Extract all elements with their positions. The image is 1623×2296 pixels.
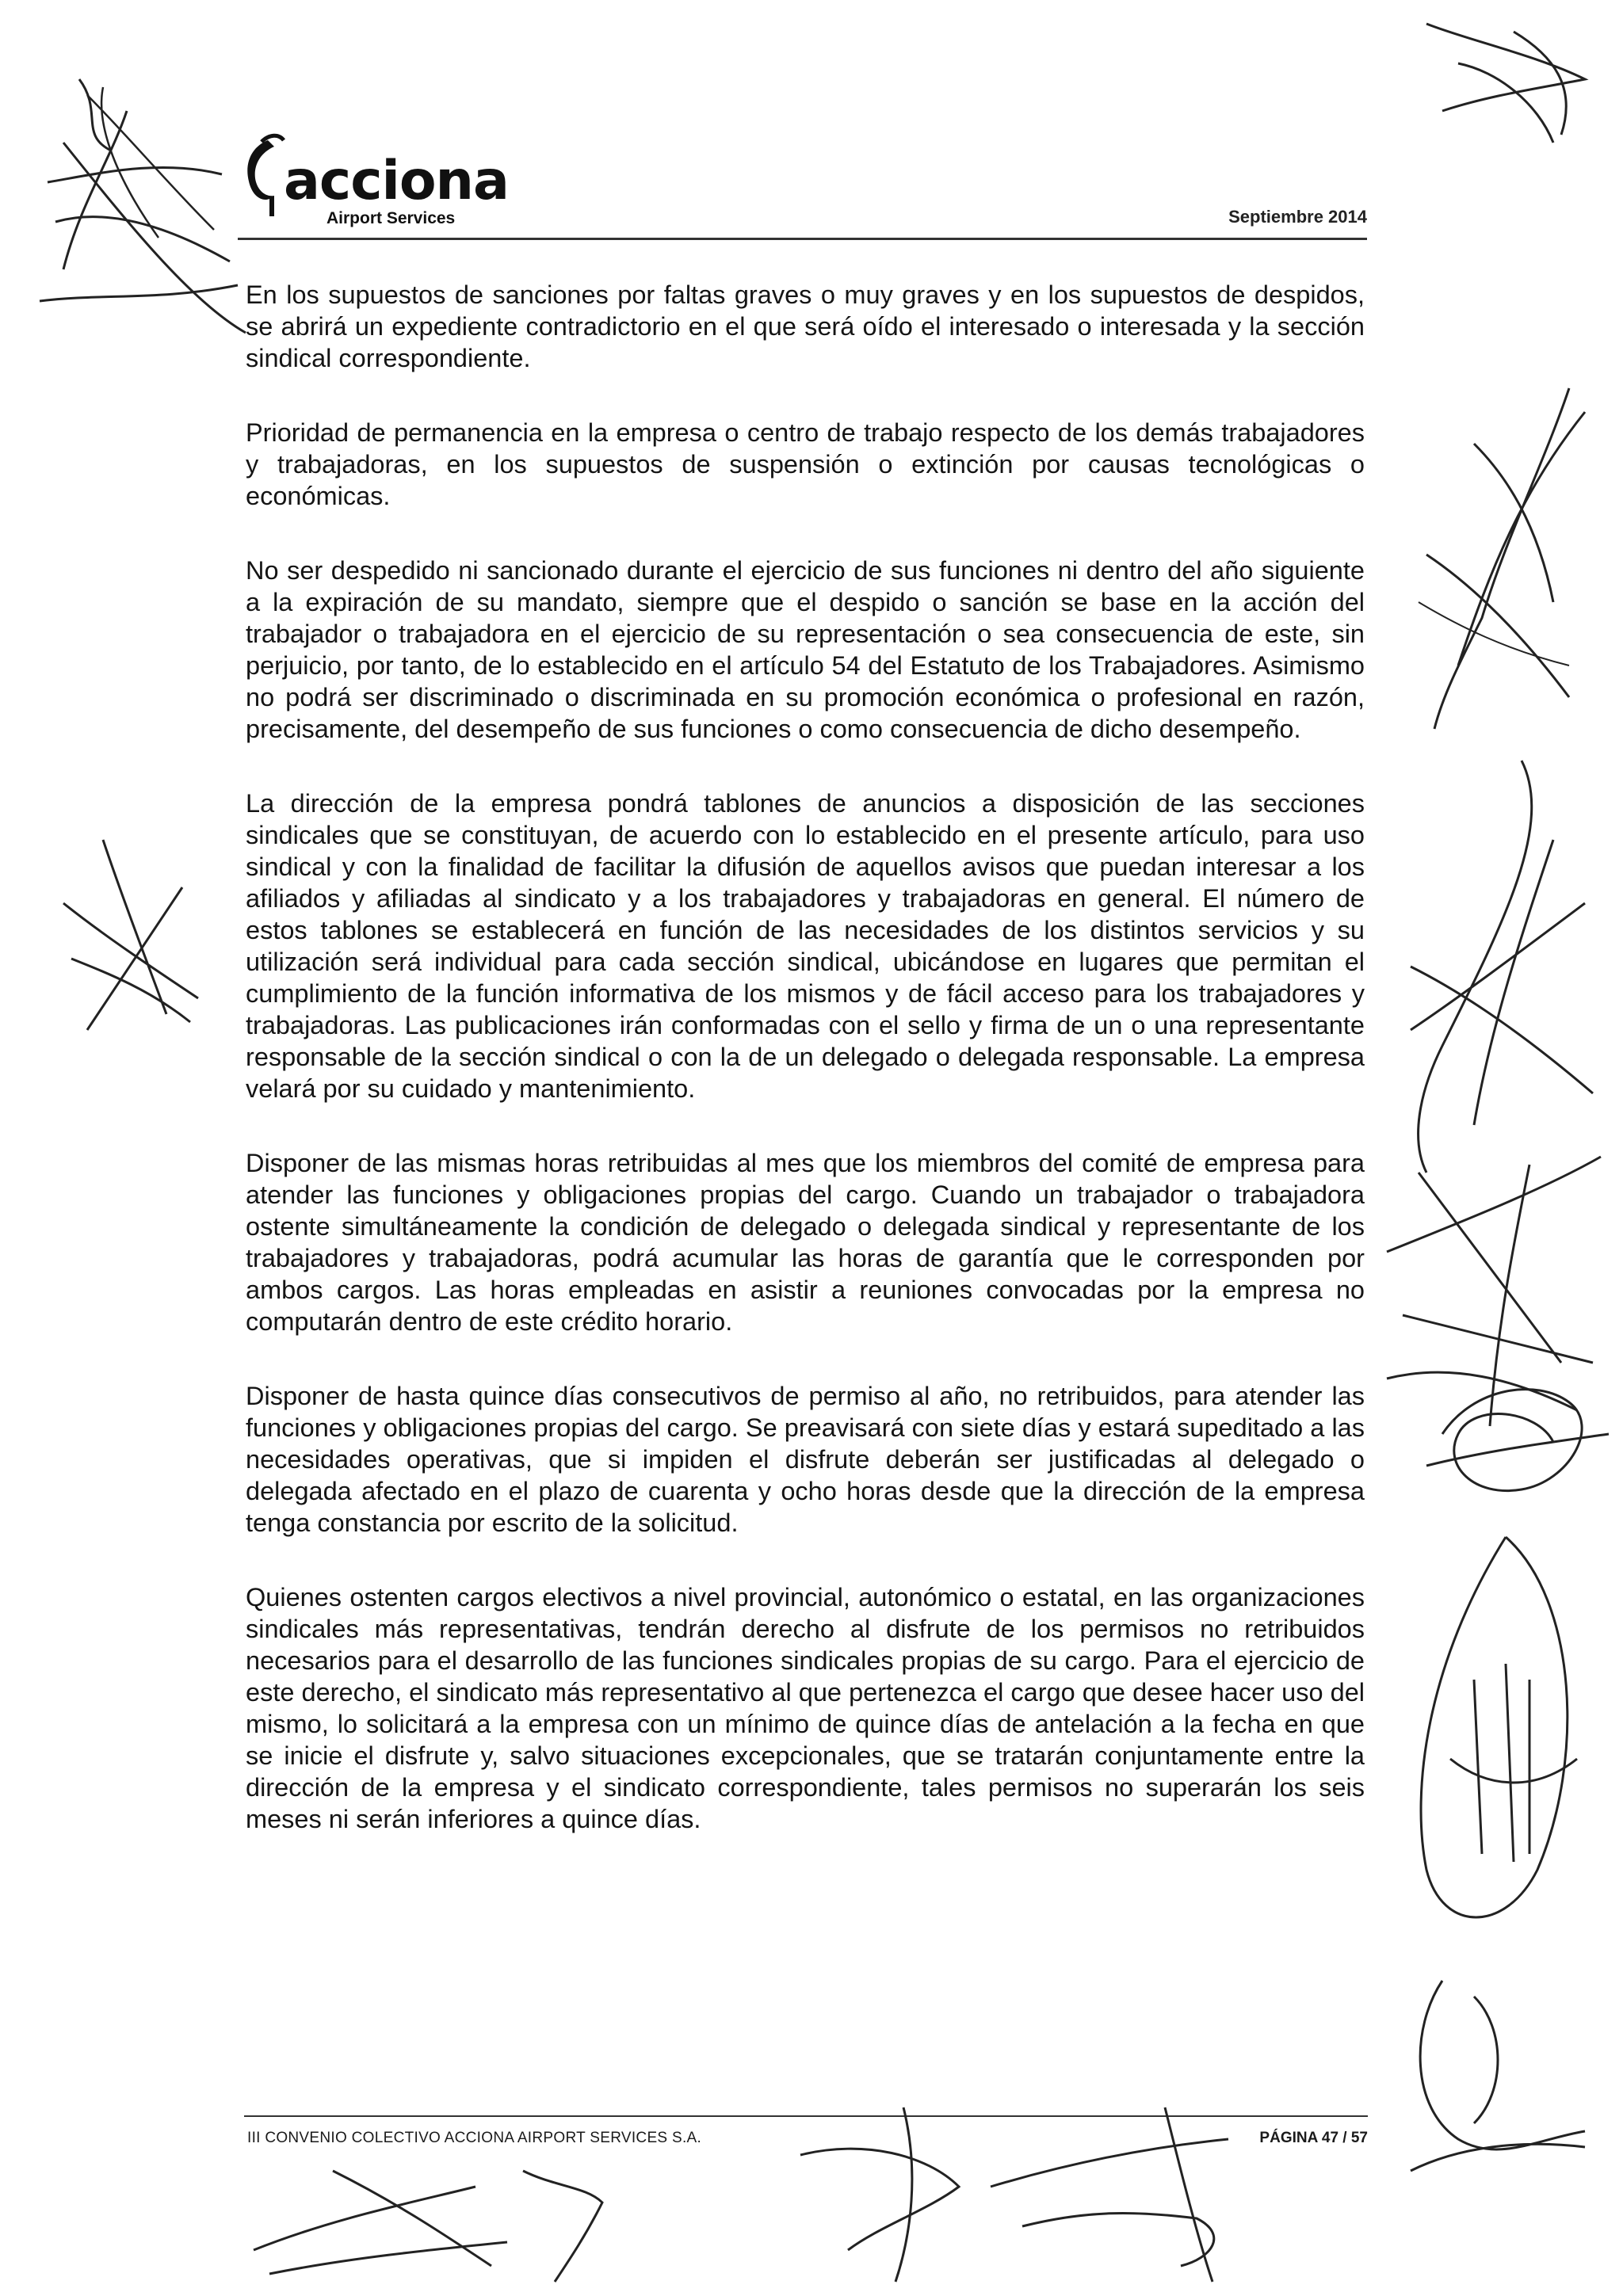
signature-top-left <box>32 63 269 412</box>
header-divider <box>238 238 1367 240</box>
company-name: acciona <box>284 150 509 212</box>
paragraph: En los supuestos de sanciones por faltas graves o muy graves y en los supuestos de despidos, se abrirá un expediente contradictorio en el que será oído el interesado o interesada y la sección sindical correspondiente. <box>246 280 1365 372</box>
paragraph: Quienes ostenten cargos electivos a nivel provincial, autonómico o estatal, en las organizaciones sindicales más representativas, tendrán derecho al disfrute de los permisos no retribuidos necesarios para el desarrollo de las funciones sindicales propias de su cargo. Para el ejercicio de este derecho, el sindicato más representativo al que pertenezca el cargo que desee hacer uso del mismo, lo solicitará a la empresa con un mínimo de quince días de antelación a la fecha en que se inicie el disfrute y, salvo situaciones excepcionales, que se tratarán conjuntamente entre la dirección de la empresa y el sindicato correspondiente, tales permisos no superarán los seis meses ni serán inferiores a quince días. <box>246 1583 1365 1833</box>
paragraph: Disponer de hasta quince días consecutivos de permiso al año, no retribuidos, para atender las funciones y obligaciones propias del cargo. Se preavisará con siete días y estará supeditado a las necesidades operativas, que si impiden el disfrute deberán ser justificadas al delegado o delegada afectado en el plazo de cuarenta y ocho horas desde que la dirección de la empresa tenga constancia por escrito de la solicitud. <box>246 1382 1365 1537</box>
signature-bottom-2 <box>785 2092 1339 2290</box>
page-header <box>238 123 1367 234</box>
signature-bottom-1 <box>238 2139 618 2290</box>
signature-right-6 <box>1379 1949 1617 2187</box>
signature-right-1 <box>1411 364 1617 745</box>
signature-right-2 <box>1395 745 1617 1188</box>
footer-document-title: III CONVENIO COLECTIVO ACCIONA AIRPORT SERVICES S.A. <box>247 2130 702 2146</box>
signature-left-mid <box>40 824 214 1062</box>
document-body <box>246 279 1365 1878</box>
paragraph: La dirección de la empresa pondrá tablones de anuncios a disposición de las secciones sindicales que se constituyan, de acuerdo con lo establecido en el presente artículo, para uso sindical y con la finalidad de facilitar la difusión de aquellos avisos que puedan interesar a los afiliados y afiliadas al sindicato y a los trabajadores y trabajadoras en general. El número de estos tablones se establecerá en función de las necesidades de los distintos servicios y su utilización será individual para cada sección sindical, ubicándose en lugares que permitan el cumplimiento de la función informativa de los mismos y de fácil acceso para los trabajadores y trabajadoras. Las publicaciones irán conformadas con el sello y firma de un o una representante responsable de la sección sindical o con la de un delegado o delegada responsable. La empresa velará por su cuidado y mantenimiento. <box>246 789 1365 1103</box>
footer-page-number: PÁGINA 47 / 57 <box>1259 2130 1368 2146</box>
signature-right-5 <box>1395 1521 1617 1997</box>
paragraph: No ser despedido ni sancionado durante el ejercicio de sus funciones ni dentro del año siguiente a la expiración de su mandato, siempre que el despido o sanción se base en la acción del trabajador o trabajadora en el ejercicio de su representación o sea consecuencia de este, sin perjuicio, por tanto, de lo establecido en el artículo 54 del Estatuto de los Trabajadores. Asimismo no podrá ser discriminado o discriminada en su promoción económica o profesional en razón, precisamente, del desempeño de sus funciones o como consecuencia de dicho desempeño. <box>246 556 1365 743</box>
paragraph: Disponer de las mismas horas retribuidas al mes que los miembros del comité de empresa para atender las funciones y obligaciones propias del cargo. Cuando un trabajador o trabajadora ostente simultáneamente la condición de delegado o delegada sindical y representante de los trabajadores y trabajadoras, podrá acumular las horas de garantía que le corresponden por ambos cargos. Las horas empleadas en asistir a reuniones convocadas por la empresa no computarán dentro de este crédito horario. <box>246 1149 1365 1336</box>
signature-right-4 <box>1411 1355 1617 1513</box>
signature-top-right <box>1395 8 1617 166</box>
paragraph: Prioridad de permanencia en la empresa o centro de trabajo respecto de los demás trabajadores y trabajadoras, en los supuestos de suspensión o extinción por causas tecnológicas o económicas. <box>246 418 1365 510</box>
company-logo <box>238 123 507 234</box>
company-subtitle: Airport Services <box>327 209 456 227</box>
header-date: Septiembre 2014 <box>1228 207 1367 227</box>
